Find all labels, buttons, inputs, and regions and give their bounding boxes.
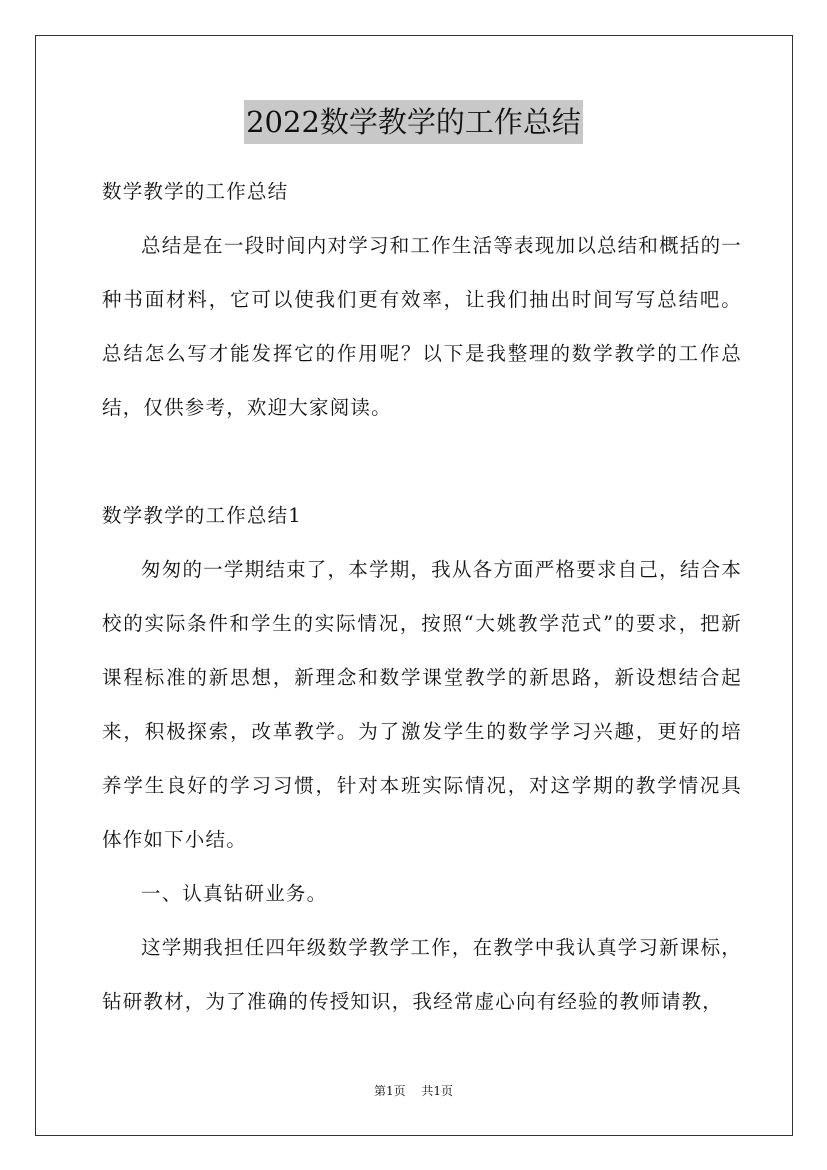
- body-paragraph-2: 这学期我担任四年级数学教学工作，在教学中我认真学习新课标，钻研教材，为了准确的传授知识，我经常虚心向有经验的教师请教，: [102, 936, 742, 1013]
- page-footer: [0, 1082, 827, 1099]
- intro-paragraph: 总结是在一段时间内对学习和工作生活等表现加以总结和概括的一种书面材料，它可以使我们更有效率，让我们抽出时间写写总结吧。总结怎么写才能发挥它的作用呢？以下是我整理的数学教学的工作总结，仅供参考，欢迎大家阅读。: [102, 234, 742, 419]
- document-subtitle: 数学教学的工作总结: [102, 180, 289, 203]
- point-heading-1: 一、认真钻研业务。: [141, 882, 328, 905]
- document-body: [102, 165, 742, 1029]
- page-total: 共1页: [421, 1084, 454, 1098]
- section-heading: 数学教学的工作总结1: [102, 504, 302, 527]
- body-paragraph-1: 匆匆的一学期结束了，本学期，我从各方面严格要求自己，结合本校的实际条件和学生的实际情况，按照“大姚教学范式”的要求，把新课程标准的新思想，新理念和数学课堂教学的新思路，新设想结合起来，积极探索，改革教学。为了激发学生的数学学习兴趣，更好的培养学生良好的学习习惯，针对本班实际情况，对这学期的教学情况具体作如下小结。: [102, 558, 742, 851]
- paragraph-gap: [102, 435, 742, 489]
- document-title: 2022数学教学的工作总结: [244, 100, 583, 144]
- page-number: 第1页: [373, 1084, 406, 1098]
- title-container: [0, 100, 827, 144]
